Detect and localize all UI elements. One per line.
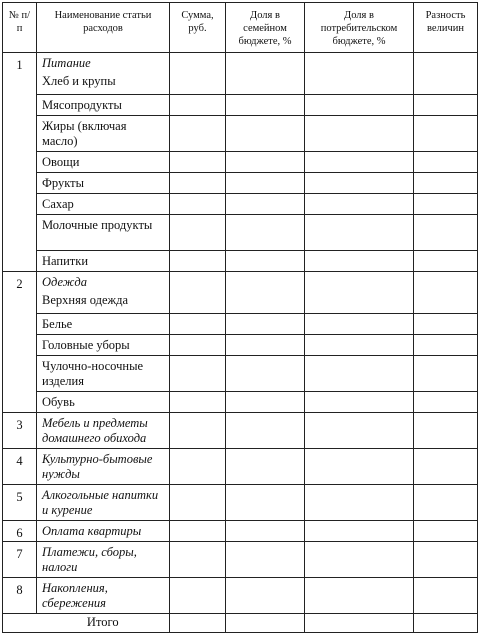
- header-num: № п/п: [3, 3, 37, 53]
- sum-cell[interactable]: [170, 542, 226, 578]
- share-consumer-cell[interactable]: [305, 215, 414, 251]
- row-number: 6: [3, 521, 37, 542]
- sum-cell[interactable]: [170, 95, 226, 116]
- share-family-cell[interactable]: [226, 251, 305, 272]
- table-row: [3, 485, 478, 521]
- category-name: Мебель и предметы домашнего обихода: [37, 413, 170, 449]
- difference-cell[interactable]: [414, 542, 478, 578]
- item-name: Чулочно-носочные изделия: [37, 356, 170, 392]
- sum-cell[interactable]: [170, 485, 226, 521]
- difference-cell[interactable]: [414, 95, 478, 116]
- total-difference-cell[interactable]: [414, 614, 478, 633]
- header-row: [3, 3, 478, 53]
- table-row: [3, 314, 478, 335]
- item-name: Хлеб и крупы: [37, 74, 170, 95]
- table-row: [3, 272, 478, 293]
- category-name: Алкогольные напитки и курение: [37, 485, 170, 521]
- table-row: [3, 413, 478, 449]
- share-family-cell[interactable]: [226, 194, 305, 215]
- item-name: Верхняя одежда: [37, 293, 170, 314]
- share-consumer-cell[interactable]: [305, 314, 414, 335]
- difference-cell[interactable]: [414, 521, 478, 542]
- table-row: [3, 335, 478, 356]
- row-number: 5: [3, 485, 37, 521]
- header-sum: Сумма, руб.: [170, 3, 226, 53]
- share-family-cell[interactable]: [226, 116, 305, 152]
- header-name: Наименование статьи расходов: [37, 3, 170, 53]
- share-consumer-cell[interactable]: [305, 413, 414, 449]
- share-family-cell[interactable]: [226, 314, 305, 335]
- share-consumer-cell[interactable]: [305, 578, 414, 614]
- share-consumer-cell[interactable]: [305, 251, 414, 272]
- difference-cell[interactable]: [414, 578, 478, 614]
- share-family-cell[interactable]: [226, 53, 305, 95]
- item-name: Жиры (включая масло): [37, 116, 170, 152]
- header-share-consumer: Доля в потребительском бюджете, %: [305, 3, 414, 53]
- difference-cell[interactable]: [414, 251, 478, 272]
- share-consumer-cell[interactable]: [305, 335, 414, 356]
- row-number: 7: [3, 542, 37, 578]
- category-name: Культурно-бытовые нужды: [37, 449, 170, 485]
- share-family-cell[interactable]: [226, 542, 305, 578]
- item-name: Овощи: [37, 152, 170, 173]
- sum-cell[interactable]: [170, 413, 226, 449]
- share-consumer-cell[interactable]: [305, 392, 414, 413]
- header-share-family: Доля в семейном бюджете, %: [226, 3, 305, 53]
- row-number: 4: [3, 449, 37, 485]
- sum-cell[interactable]: [170, 335, 226, 356]
- share-consumer-cell[interactable]: [305, 95, 414, 116]
- table-body: [3, 53, 478, 633]
- share-consumer-cell[interactable]: [305, 272, 414, 314]
- total-share-family-cell[interactable]: [226, 614, 305, 633]
- difference-cell[interactable]: [414, 356, 478, 392]
- sum-cell[interactable]: [170, 194, 226, 215]
- item-name: Головные уборы: [37, 335, 170, 356]
- table-row: [3, 449, 478, 485]
- total-number-cell: [3, 614, 37, 633]
- expense-table: [2, 2, 478, 633]
- share-family-cell[interactable]: [226, 392, 305, 413]
- difference-cell[interactable]: [414, 413, 478, 449]
- total-label: Итого: [37, 614, 170, 633]
- share-consumer-cell[interactable]: [305, 485, 414, 521]
- sum-cell[interactable]: [170, 314, 226, 335]
- share-family-cell[interactable]: [226, 521, 305, 542]
- share-family-cell[interactable]: [226, 485, 305, 521]
- item-name: Обувь: [37, 392, 170, 413]
- table-row: [3, 95, 478, 116]
- total-sum-cell[interactable]: [170, 614, 226, 633]
- share-consumer-cell[interactable]: [305, 173, 414, 194]
- category-name: Питание: [37, 53, 170, 74]
- share-consumer-cell[interactable]: [305, 449, 414, 485]
- sum-cell[interactable]: [170, 272, 226, 314]
- share-consumer-cell[interactable]: [305, 53, 414, 95]
- sum-cell[interactable]: [170, 392, 226, 413]
- table-row: [3, 578, 478, 614]
- table-row: [3, 215, 478, 251]
- difference-cell[interactable]: [414, 116, 478, 152]
- table-row: [3, 152, 478, 173]
- difference-cell[interactable]: [414, 314, 478, 335]
- sum-cell[interactable]: [170, 53, 226, 95]
- row-number: 3: [3, 413, 37, 449]
- table-row: [3, 173, 478, 194]
- table-row: [3, 392, 478, 413]
- category-name: Накопления, сбережения: [37, 578, 170, 614]
- difference-cell[interactable]: [414, 392, 478, 413]
- difference-cell[interactable]: [414, 335, 478, 356]
- share-family-cell[interactable]: [226, 449, 305, 485]
- sum-cell[interactable]: [170, 578, 226, 614]
- difference-cell[interactable]: [414, 152, 478, 173]
- category-name: Одежда: [37, 272, 170, 293]
- row-number: 8: [3, 578, 37, 614]
- sum-cell[interactable]: [170, 251, 226, 272]
- table-row: [3, 542, 478, 578]
- total-row: [3, 614, 478, 633]
- share-consumer-cell[interactable]: [305, 152, 414, 173]
- item-name: Молочные продукты: [37, 215, 170, 251]
- difference-cell[interactable]: [414, 173, 478, 194]
- category-name: Оплата квартиры: [37, 521, 170, 542]
- sum-cell[interactable]: [170, 356, 226, 392]
- item-name: Мясопродукты: [37, 95, 170, 116]
- share-family-cell[interactable]: [226, 173, 305, 194]
- share-family-cell[interactable]: [226, 272, 305, 314]
- table-row: [3, 53, 478, 74]
- category-name: Платежи, сборы, налоги: [37, 542, 170, 578]
- difference-cell[interactable]: [414, 194, 478, 215]
- difference-cell[interactable]: [414, 272, 478, 314]
- share-consumer-cell[interactable]: [305, 521, 414, 542]
- share-consumer-cell[interactable]: [305, 116, 414, 152]
- item-name: Напитки: [37, 251, 170, 272]
- difference-cell[interactable]: [414, 53, 478, 95]
- sum-cell[interactable]: [170, 215, 226, 251]
- share-family-cell[interactable]: [226, 335, 305, 356]
- share-consumer-cell[interactable]: [305, 542, 414, 578]
- share-family-cell[interactable]: [226, 356, 305, 392]
- row-number: 1: [3, 53, 37, 272]
- difference-cell[interactable]: [414, 485, 478, 521]
- table-row: [3, 251, 478, 272]
- difference-cell[interactable]: [414, 449, 478, 485]
- item-name: Белье: [37, 314, 170, 335]
- table-row: [3, 521, 478, 542]
- share-family-cell[interactable]: [226, 215, 305, 251]
- sum-cell[interactable]: [170, 173, 226, 194]
- item-name: Сахар: [37, 194, 170, 215]
- table-row: [3, 356, 478, 392]
- sum-cell[interactable]: [170, 152, 226, 173]
- item-name: Фрукты: [37, 173, 170, 194]
- table-row: [3, 194, 478, 215]
- difference-cell[interactable]: [414, 215, 478, 251]
- share-family-cell[interactable]: [226, 578, 305, 614]
- share-family-cell[interactable]: [226, 152, 305, 173]
- share-family-cell[interactable]: [226, 413, 305, 449]
- share-consumer-cell[interactable]: [305, 356, 414, 392]
- share-consumer-cell[interactable]: [305, 194, 414, 215]
- total-share-consumer-cell[interactable]: [305, 614, 414, 633]
- row-number: 2: [3, 272, 37, 413]
- sum-cell[interactable]: [170, 116, 226, 152]
- sum-cell[interactable]: [170, 521, 226, 542]
- sum-cell[interactable]: [170, 449, 226, 485]
- share-family-cell[interactable]: [226, 95, 305, 116]
- header-difference: Разность величин: [414, 3, 478, 53]
- table-row: [3, 116, 478, 152]
